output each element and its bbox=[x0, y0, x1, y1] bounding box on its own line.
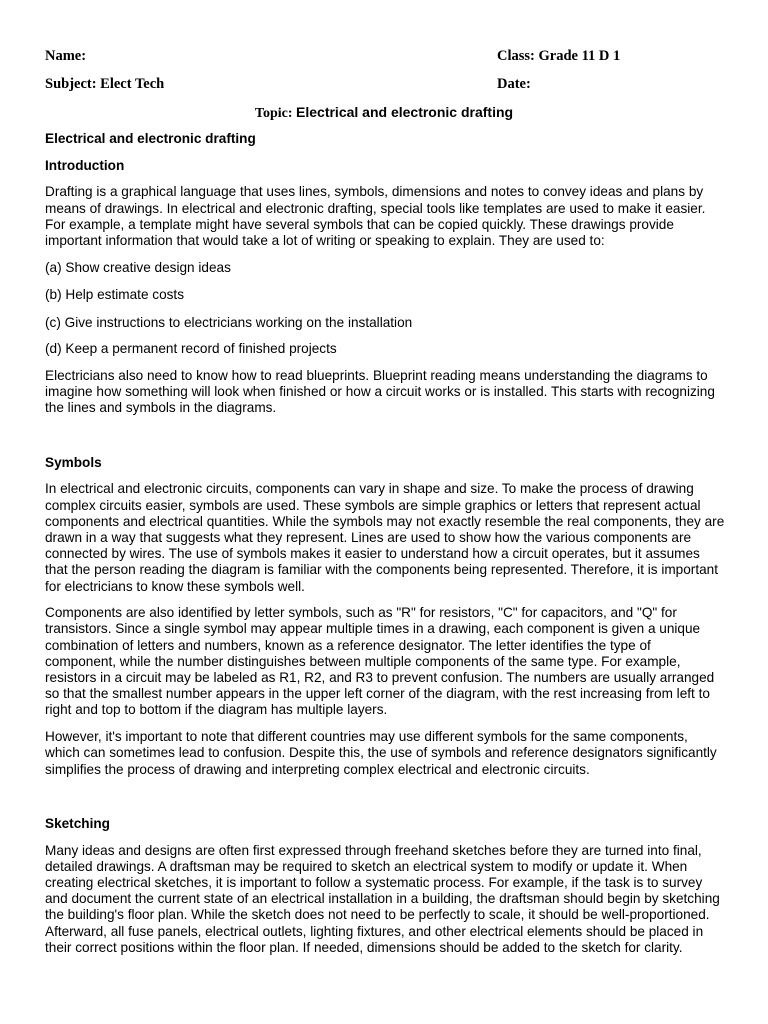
document-body bbox=[45, 131, 725, 956]
symbols-paragraph-2: Components are also identified by letter symbols, such as "R" for resistors, "C" for capacitors, and "Q" for transistors. Since a single symbol may appear multiple times in a drawing, each component is given a unique combination of letters and numbers, known as a reference designator. The letter identifies the type of component, while the number distinguishes between multiple components of the same type. For example, resistors in a circuit may be labeled as R1, R2, and R3 to prevent confusion. The numbers are usually arranged so that the smallest number appears in the upper left corner of the diagram, with the rest increasing from left to right and top to bottom if the diagram has multiple layers. bbox=[45, 605, 715, 718]
topic-label: Topic: bbox=[254, 106, 293, 121]
sketching-paragraph-1: Many ideas and designs are often first expressed through freehand sketches before they are turned into final, detailed drawings. A draftsman may be required to sketch an electrical system to modify or update it. When creating electrical sketches, it is important to follow a systematic process. For example, if the task is to survey and document the current state of an electrical installation in a building, the draftsman should begin by sketching the building's floor plan. While the sketch does not need to be perfectly to scale, it should be well-proportioned. Afterward, all fuse panels, electrical outlets, lighting fixtures, and other electrical elements should be placed in their correct positions within the floor plan. If needed, dimensions should be added to the sketch for clarity. bbox=[45, 842, 720, 955]
sketching-heading: Sketching bbox=[45, 815, 110, 831]
list-item: (b) Help estimate costs bbox=[45, 287, 185, 303]
topic-value: Electrical and electronic drafting bbox=[296, 104, 514, 120]
symbols-paragraph-1: In electrical and electronic circuits, components can vary in shape and size. To make the process of drawing complex circuits easier, symbols are used. These symbols are simple graphics or letters that represent actual components and electrical quantities. While the symbols may not exactly resemble the real components, they are drawn in a way that suggests what they represent. Lines are used to show how the various components are connected by wires. The use of symbols makes it easier to understand how a circuit operates, but it assumes that the person reading the diagram is familiar with the components being represented. Therefore, it is important for electricians to know these symbols well. bbox=[45, 481, 725, 594]
intro-paragraph-2: Electricians also need to know how to read blueprints. Blueprint reading means understanding the diagrams to imagine how something will look when finished or how a circuit works or is installed. This starts with recognizing the lines and symbols in the diagrams. bbox=[45, 368, 715, 416]
list-item: (d) Keep a permanent record of finished projects bbox=[45, 341, 337, 357]
class-label: Class: Grade 11 D 1 bbox=[497, 48, 621, 64]
subject-label: Subject: Elect Tech bbox=[45, 76, 165, 92]
intro-paragraph-1: Drafting is a graphical language that uses lines, symbols, dimensions and notes to convey ideas and plans by means of drawings. In electrical and electronic drafting, special tools like templates are used to make it easier. For example, a template might have several symbols that can be copied quickly. These drawings provide important information that would take a lot of writing or speaking to explain. They are used to: bbox=[45, 184, 706, 249]
symbols-paragraph-3: However, it's important to note that different countries may use different symbols for the same components, which can sometimes lead to confusion. Despite this, the use of symbols and reference designators significantly simplifies the process of drawing and interpreting complex electrical and electronic circuits. bbox=[45, 729, 717, 777]
date-label: Date: bbox=[497, 76, 531, 92]
list-item: (a) Show creative design ideas bbox=[45, 260, 231, 276]
name-label: Name: bbox=[45, 48, 87, 64]
symbols-heading: Symbols bbox=[45, 454, 102, 470]
topic-line bbox=[0, 104, 768, 122]
list-item: (c) Give instructions to electricians working on the installation bbox=[45, 314, 413, 330]
document-title: Electrical and electronic drafting bbox=[45, 131, 256, 146]
introduction-heading: Introduction bbox=[45, 157, 125, 173]
